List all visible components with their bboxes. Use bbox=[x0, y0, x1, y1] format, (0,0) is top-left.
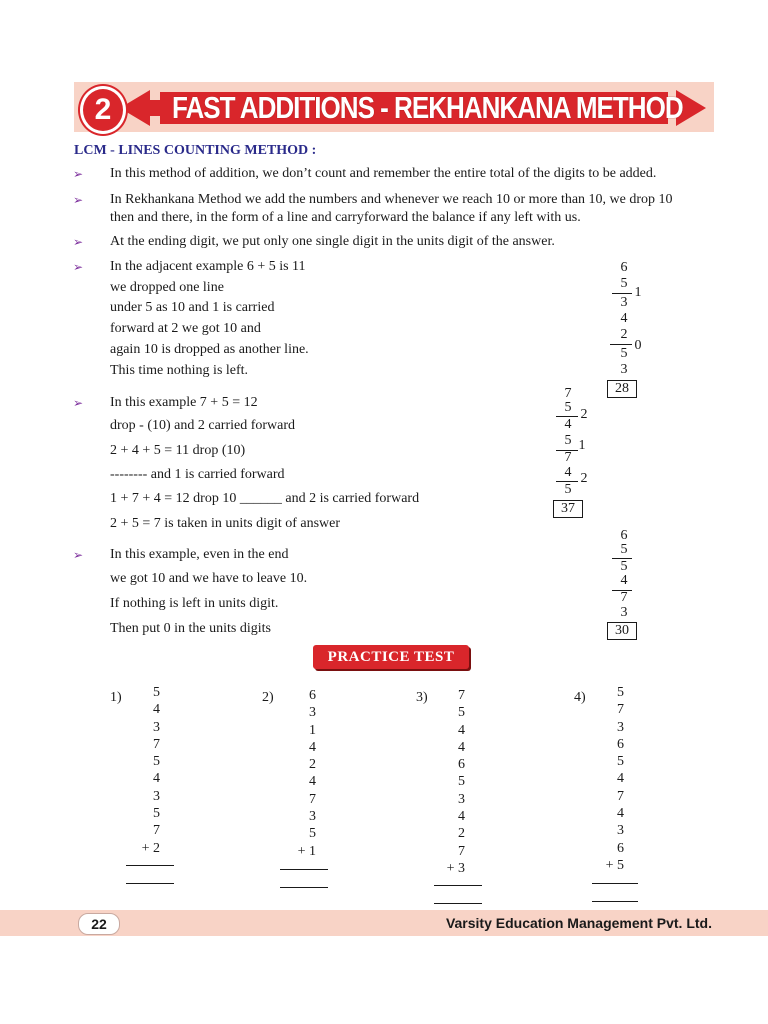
digit: 6 bbox=[458, 757, 465, 773]
practice-test-badge: PRACTICE TEST bbox=[313, 645, 469, 669]
bullet-6-line-3: If nothing is left in units digit. bbox=[110, 596, 279, 611]
bullet-2-line-2: then and there, in the form of a line and carryforward the balance if any left with us. bbox=[110, 210, 581, 225]
digit: 4 bbox=[153, 702, 160, 718]
bullet-5-line-4: -------- and 1 is carried forward bbox=[110, 467, 285, 482]
bullet-3-line-1: At the ending digit, we put only one single digit in the units digit of the answer. bbox=[110, 234, 555, 249]
digit: 5 bbox=[620, 276, 628, 291]
digit: 4 bbox=[617, 806, 624, 822]
digit: 3 bbox=[153, 719, 160, 735]
page-number: 22 bbox=[78, 913, 120, 935]
digit: 5 bbox=[458, 705, 465, 721]
bullet-5-line-1: In this example 7 + 5 = 12 bbox=[110, 395, 258, 410]
digit: 5 bbox=[153, 754, 160, 770]
question-4-label: 4) bbox=[574, 690, 586, 705]
section-heading: LCM - LINES COUNTING METHOD : bbox=[74, 143, 317, 158]
bullet-4-line-2: we dropped one line bbox=[110, 280, 224, 295]
carry-digit: 2 bbox=[580, 471, 588, 486]
digit: 4 bbox=[458, 809, 465, 825]
carry-digit: 2 bbox=[580, 407, 588, 422]
question-1-column bbox=[120, 684, 160, 857]
digit: + 2 bbox=[141, 840, 160, 856]
digit: 1 bbox=[309, 722, 316, 738]
arrowhead-bullet-icon: ➢ bbox=[73, 548, 84, 562]
chapter-number-badge: 2 bbox=[80, 86, 126, 134]
digit: 7 bbox=[564, 386, 572, 401]
digit: 5 bbox=[617, 754, 624, 770]
answer-box: 28 bbox=[607, 380, 637, 398]
digit: 3 bbox=[309, 705, 316, 721]
digit: 4 bbox=[458, 739, 465, 755]
bullet-1-line-1: In this method of addition, we don’t count and remember the entire total of the digits to be added. bbox=[110, 166, 657, 181]
answer-box: 30 bbox=[607, 622, 637, 640]
arrowhead-bullet-icon: ➢ bbox=[73, 396, 84, 410]
digit: 7 bbox=[564, 450, 572, 465]
bullet-5-line-6: 2 + 5 = 7 is taken in units digit of answer bbox=[110, 516, 341, 531]
digit: 3 bbox=[458, 791, 465, 807]
digit: 5 bbox=[620, 542, 628, 557]
bullet-6-line-4: Then put 0 in the units digits bbox=[110, 621, 271, 636]
digit: 3 bbox=[620, 605, 628, 620]
bullet-5-line-2: drop - (10) and 2 carried forward bbox=[110, 418, 296, 433]
digit: + 1 bbox=[297, 843, 316, 859]
question-1-label: 1) bbox=[110, 690, 122, 705]
digit: 7 bbox=[309, 791, 316, 807]
digit: 7 bbox=[617, 702, 624, 718]
digit: 6 bbox=[617, 840, 624, 856]
digit: 7 bbox=[620, 590, 628, 605]
digit: 2 bbox=[309, 757, 316, 773]
question-3-label: 3) bbox=[416, 690, 428, 705]
digit: 4 bbox=[620, 311, 628, 326]
arrowhead-bullet-icon: ➢ bbox=[73, 260, 84, 274]
digit: 4 bbox=[564, 417, 572, 432]
answer-line bbox=[434, 903, 482, 904]
question-4-column bbox=[584, 684, 624, 874]
digit: + 5 bbox=[605, 857, 624, 873]
answer-line bbox=[280, 887, 328, 888]
digit: 6 bbox=[617, 736, 624, 752]
digit: 5 bbox=[153, 806, 160, 822]
digit: 3 bbox=[309, 809, 316, 825]
digit: 5 bbox=[564, 400, 572, 415]
bullet-4-line-4: forward at 2 we got 10 and bbox=[110, 321, 261, 336]
carry-digit: 1 bbox=[578, 438, 586, 453]
digit: 2 bbox=[458, 826, 465, 842]
digit: 4 bbox=[617, 771, 624, 787]
question-2-label: 2) bbox=[262, 690, 274, 705]
answer-line bbox=[280, 869, 328, 870]
digit: 5 bbox=[153, 685, 160, 700]
carry-digit: 1 bbox=[634, 285, 642, 300]
bullet-6-line-1: In this example, even in the end bbox=[110, 547, 289, 562]
bullet-5-line-5: 1 + 7 + 4 = 12 drop 10 ______ and 2 is carried forward bbox=[110, 491, 420, 506]
digit: 3 bbox=[153, 788, 160, 804]
digit: 5 bbox=[309, 826, 316, 842]
digit: 6 bbox=[309, 688, 316, 703]
carry-digit: 0 bbox=[634, 338, 642, 353]
answer-box: 37 bbox=[553, 500, 583, 518]
answer-line bbox=[126, 865, 174, 866]
bullet-5-line-3: 2 + 4 + 5 = 11 drop (10) bbox=[110, 443, 246, 458]
digit: 6 bbox=[620, 260, 628, 275]
bullet-4-line-5: again 10 is dropped as another line. bbox=[110, 342, 309, 357]
digit: 5 bbox=[620, 559, 628, 574]
publisher-name: Varsity Education Management Pvt. Ltd. bbox=[445, 915, 712, 931]
digit: 4 bbox=[458, 722, 465, 738]
digit: 4 bbox=[309, 739, 316, 755]
answer-line bbox=[126, 883, 174, 884]
digit: 3 bbox=[617, 823, 624, 839]
bullet-2-line-1: In Rekhankana Method we add the numbers and whenever we reach 10 or more than 10, we drop 10 bbox=[110, 192, 673, 207]
digit: 3 bbox=[617, 719, 624, 735]
digit: 7 bbox=[617, 788, 624, 804]
digit: 4 bbox=[153, 771, 160, 787]
digit: 3 bbox=[620, 295, 628, 310]
bullet-6-line-2: we got 10 and we have to leave 10. bbox=[110, 571, 308, 586]
digit: 4 bbox=[564, 465, 572, 480]
bullet-4-line-1: In the adjacent example 6 + 5 is 11 bbox=[110, 259, 306, 274]
digit: 5 bbox=[564, 433, 572, 448]
answer-line bbox=[434, 885, 482, 886]
bullet-4-line-3: under 5 as 10 and 1 is carried bbox=[110, 300, 275, 315]
digit: 7 bbox=[458, 843, 465, 859]
digit: 7 bbox=[458, 688, 465, 703]
bullet-4-line-6: This time nothing is left. bbox=[110, 363, 249, 378]
arrowhead-bullet-icon: ➢ bbox=[73, 235, 84, 249]
answer-line bbox=[592, 901, 638, 902]
question-3-column bbox=[425, 687, 465, 877]
page-title: FAST ADDITIONS - REKHANKANA METHOD bbox=[172, 90, 683, 125]
digit: 4 bbox=[309, 774, 316, 790]
question-2-column bbox=[276, 687, 316, 860]
digit: + 3 bbox=[446, 860, 465, 876]
digit: 6 bbox=[620, 528, 628, 543]
digit: 5 bbox=[458, 774, 465, 790]
digit: 5 bbox=[617, 685, 624, 700]
arrowhead-bullet-icon: ➢ bbox=[73, 193, 84, 207]
digit: 4 bbox=[620, 573, 628, 588]
digit: 2 bbox=[620, 327, 628, 342]
digit: 7 bbox=[153, 736, 160, 752]
digit: 5 bbox=[620, 346, 628, 361]
digit: 3 bbox=[620, 362, 628, 377]
digit: 7 bbox=[153, 823, 160, 839]
digit: 5 bbox=[564, 482, 572, 497]
arrowhead-bullet-icon: ➢ bbox=[73, 167, 84, 181]
answer-line bbox=[592, 883, 638, 884]
